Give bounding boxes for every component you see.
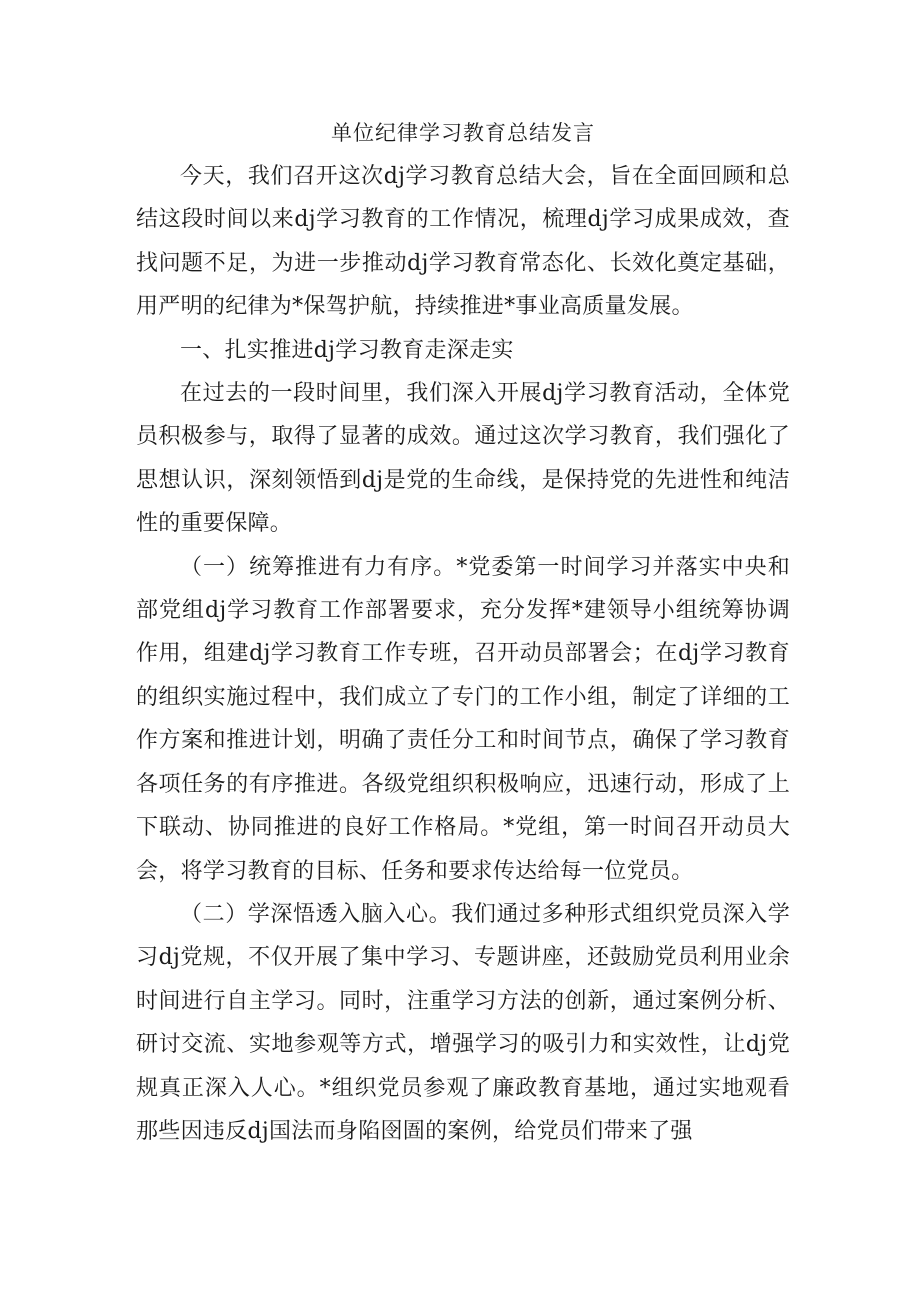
- section-body-paragraph: 在过去的一段时间里，我们深入开展dj学习教育活动，全体党员积极参与，取得了显著的成效。通过这次学习教育，我们强化了思想认识，深刻领悟到dj是党的生命线，是保持党的先进性和纯洁性的重要保障。: [136, 381, 790, 537]
- subsection-paragraph-1: （一）统筹推进有力有序。*党委第一时间学习并落实中央和部党组dj学习教育工作部署要求，充分发挥*建领导小组统筹协调作用，组建dj学习教育工作专班，召开动员部署会；在dj学习教育的组织实施过程中，我们成立了专门的工作小组，制定了详细的工作方案和推进计划，明确了责任分工和时间节点，确保了学习教育各项任务的有序推进。各级党组织积极响应，迅速行动，形成了上下联动、协同推进的良好工作格局。*党组，第一时间召开动员大会，将学习教育的目标、任务和要求传达给每一位党员。: [136, 554, 790, 884]
- document-title: 单位纪律学习教育总结发言: [331, 121, 595, 145]
- intro-paragraph: 今天，我们召开这次dj学习教育总结大会，旨在全面回顾和总结这段时间以来dj学习教育的工作情况，梳理dj学习成果成效，查找问题不足，为进一步推动dj学习教育常态化、长效化奠定基础，用严明的纪律为*保驾护航，持续推进*事业高质量发展。: [136, 164, 790, 320]
- document-body: [136, 112, 790, 1153]
- section-heading: 一、扎实推进dj学习教育走深走实: [180, 337, 514, 363]
- subsection-paragraph-2: （二）学深悟透入脑入心。我们通过多种形式组织党员深入学习dj党规，不仅开展了集中学习、专题讲座，还鼓励党员利用业余时间进行自主学习。同时，注重学习方法的创新，通过案例分析、研讨交流、实地参观等方式，增强学习的吸引力和实效性，让dj党规真正深入人心。*组织党员参观了廉政教育基地，通过实地观看那些因违反dj国法而身陷囹圄的案例，给党员们带来了强: [136, 901, 790, 1144]
